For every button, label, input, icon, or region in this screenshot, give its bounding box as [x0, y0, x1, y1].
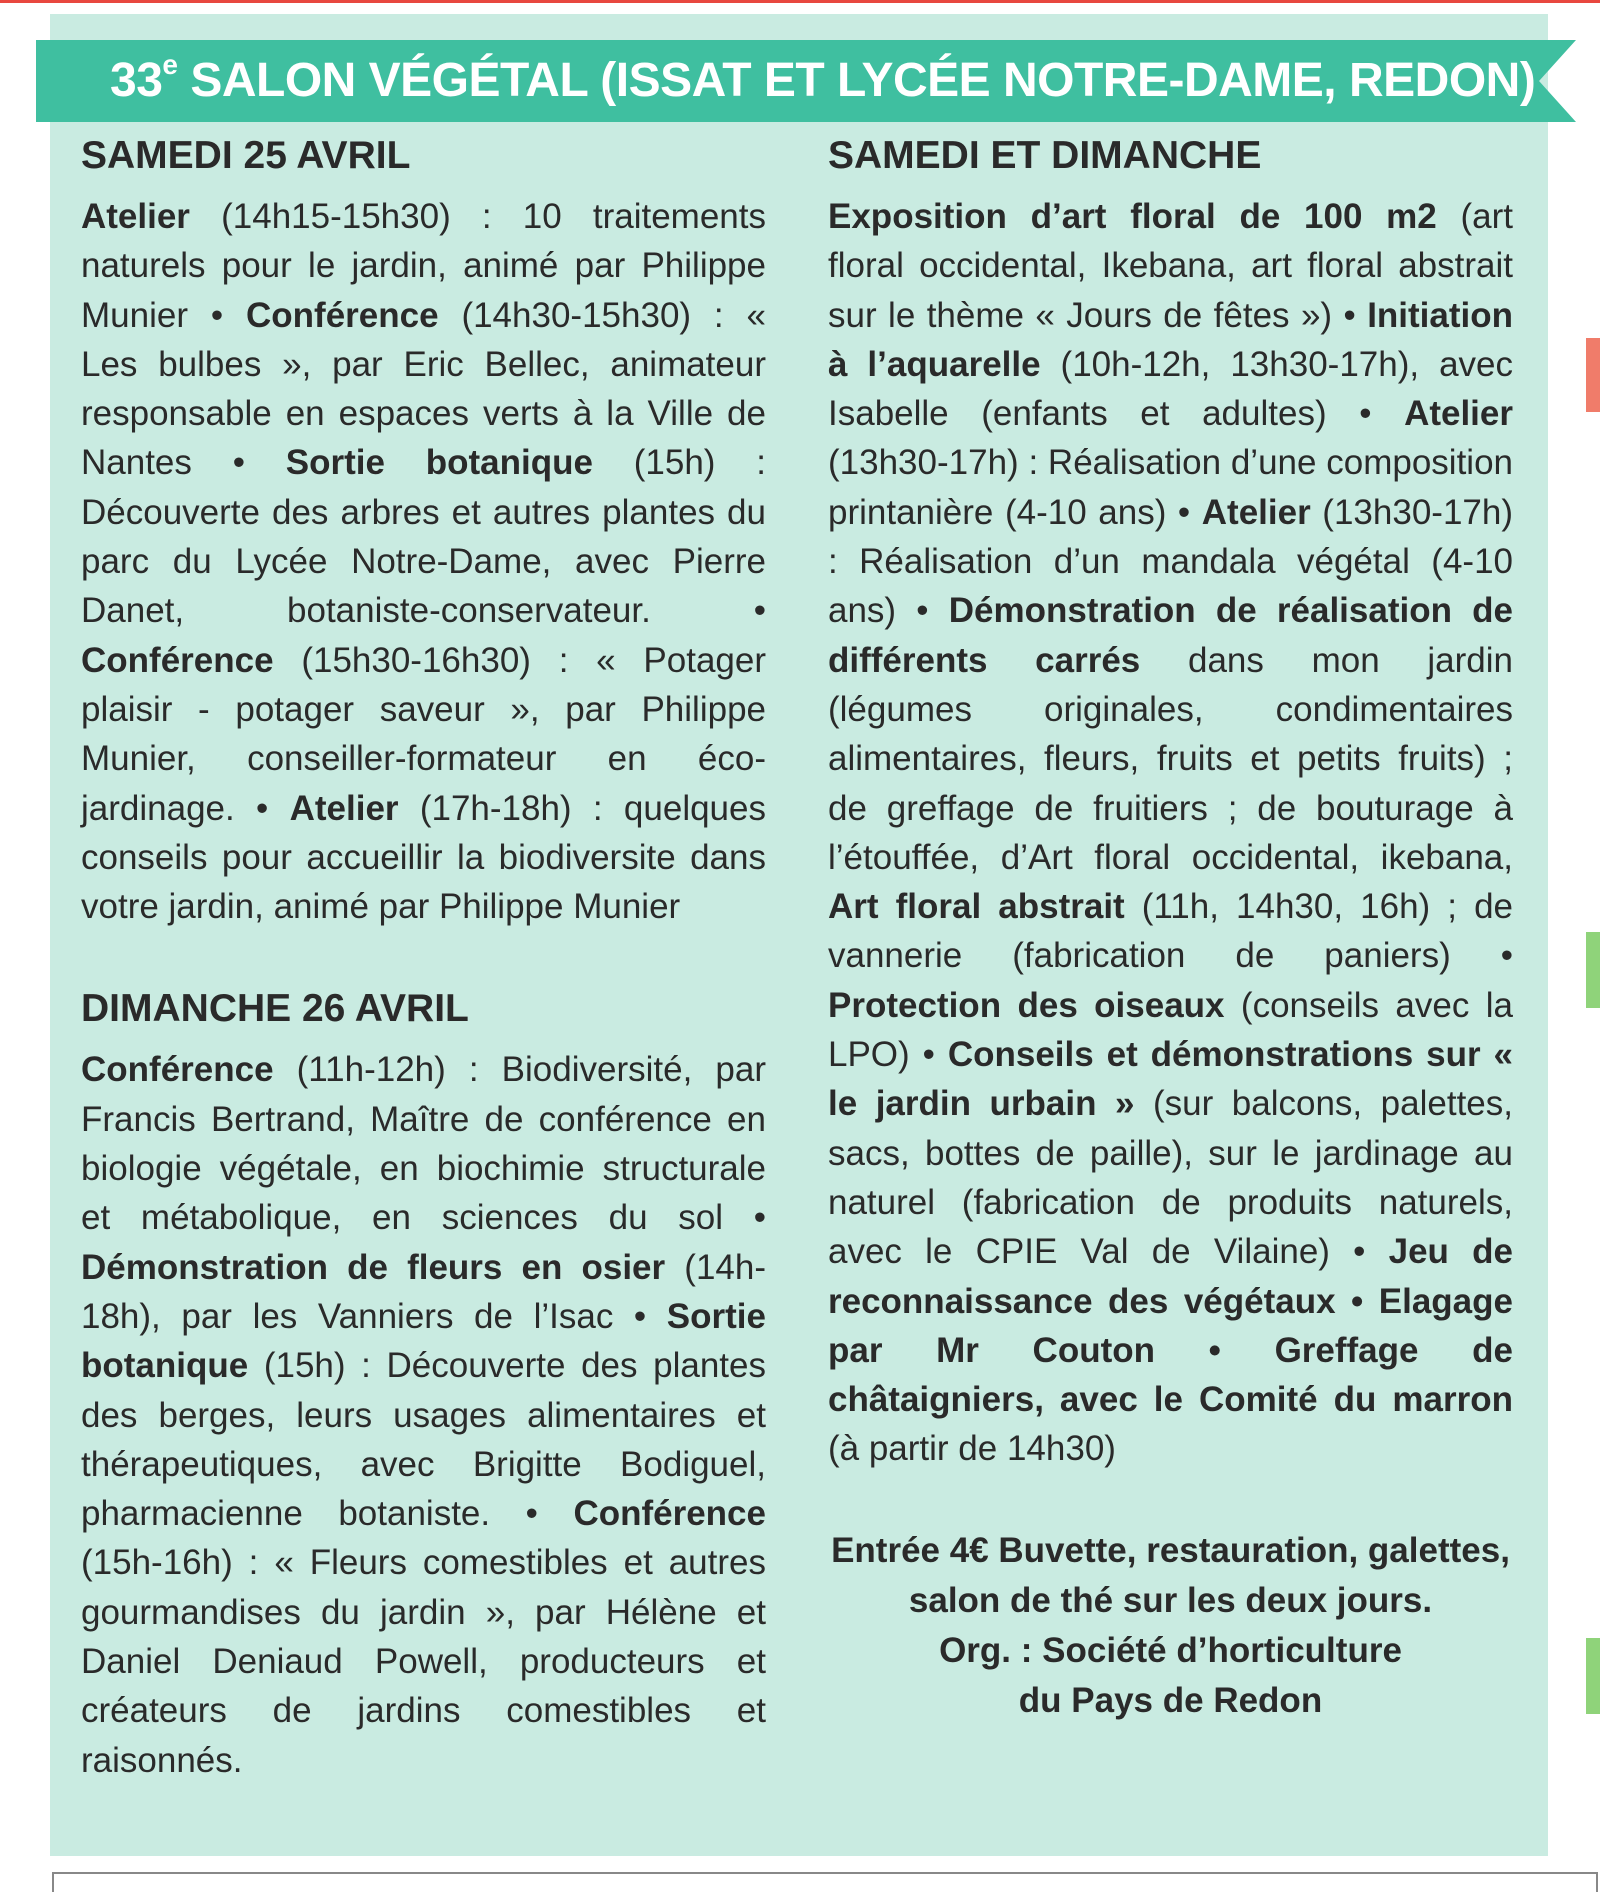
event-label: Sortie botanique: [81, 1296, 766, 1386]
left-column: [81, 128, 766, 1785]
practical-info: [828, 1526, 1513, 1726]
event-label: Art floral abstrait: [828, 887, 1125, 927]
event-details: (15h-16h) : « Fleurs comestibles et autres gourmandises du jardin », par Hélène et Daniel Deniaud Powell, producteurs et créateurs de jardins comestibles et raisonnés.: [81, 1543, 766, 1780]
day2-program: [81, 1045, 766, 1784]
event-label: Initiation à l’aquarelle: [828, 295, 1513, 384]
event-label: Conférence: [573, 1494, 766, 1534]
edge-tab-green: [1586, 932, 1600, 1008]
event-details: (à partir de 14h30): [828, 1429, 1116, 1469]
edition-ordinal: e: [162, 49, 178, 80]
day1-program: [81, 192, 766, 931]
title-text: SALON VÉGÉTAL (ISSAT ET LYCÉE NOTRE-DAME, REDON): [190, 54, 1536, 107]
event-label: Exposition d’art floral de 100 m2: [828, 197, 1437, 236]
event-label: Protection des oiseaux: [828, 985, 1225, 1025]
event-label: Atelier: [81, 197, 190, 236]
event-details: (art floral occidental, Ikebana, art floral abstrait sur le thème « Jours de fêtes ») •: [828, 197, 1513, 335]
event-details: (13h30-17h) : Réalisation d’un mandala végétal (4-10 ans) •: [828, 492, 1513, 631]
edge-tab-red: [1586, 338, 1600, 412]
event-details: (sur balcons, palettes, sacs, bottes de paille), sur le jardinage au naturel (fabrication de produits naturels, avec le CPIE Val de Vilaine) •: [828, 1084, 1513, 1272]
event-label: Démonstration de réalisation de différents carrés: [828, 591, 1513, 680]
event-label: Conférence: [81, 640, 274, 680]
event-details: (11h-12h) : Biodiversité, par Francis Bertrand, Maître de conférence en biologie végétale, en biochimie structurale et métabolique, en sciences du sol •: [81, 1050, 766, 1238]
event-label: Conférence: [246, 295, 439, 335]
event-label: Conférence: [81, 1050, 274, 1090]
event-label: Atelier: [1404, 394, 1513, 434]
event-details: (15h30-16h30) : « Potager plaisir - potager saveur », par Philippe Munier, conseiller-formateur en éco-jardinage. •: [81, 640, 766, 828]
event-details: (10h-12h, 13h30-17h), avec Isabelle (enfants et adultes) •: [828, 344, 1514, 434]
event-label: Conseils et démonstrations sur « le jardin urbain »: [828, 1035, 1513, 1124]
event-details: (conseils avec la LPO) •: [828, 985, 1514, 1075]
event-label: Démonstration de fleurs en osier: [81, 1247, 666, 1287]
edition-number: 33: [110, 54, 163, 107]
event-details: (14h-18h), par les Vanniers de l’Isac •: [81, 1247, 766, 1336]
event-details: (11h, 14h30, 16h) ; de vannerie (fabrication de paniers) •: [828, 887, 1513, 976]
weekend-heading: SAMEDI ET DIMANCHE: [828, 134, 1262, 177]
next-article-frame: [52, 1872, 1598, 1892]
event-label: Jeu de reconnaissance des végétaux • Elagage par Mr Couton • Greffage de châtaigniers, avec le Comité du marron: [828, 1232, 1513, 1420]
event-details: (15h) : Découverte des arbres et autres plantes du parc du Lycée Notre-Dame, avec Pierre Danet, botaniste-conservateur. •: [81, 443, 766, 631]
event-label: Sortie botanique: [285, 443, 593, 483]
event-details: (14h15-15h30) : 10 traitements naturels pour le jardin, animé par Philippe Munier •: [81, 197, 766, 335]
event-details: (13h30-17h) : Réalisation d’une composition printanière (4-10 ans) •: [828, 443, 1513, 532]
top-rule: [0, 0, 1600, 3]
weekend-program: [828, 192, 1513, 1474]
entry-info: Entrée 4€ Buvette, restauration, galettes, salon de thé sur les deux jours.: [831, 1530, 1510, 1620]
page-title: [110, 40, 1535, 122]
event-details: (14h30-15h30) : « Les bulbes », par Eric Bellec, animateur responsable en espaces verts à la Ville de Nantes •: [81, 295, 767, 483]
event-label: Atelier: [289, 788, 399, 828]
event-label: Atelier: [1201, 492, 1311, 532]
organizer-line-2: du Pays de Redon: [1018, 1680, 1323, 1720]
day2-heading: DIMANCHE 26 AVRIL: [81, 987, 469, 1031]
event-details: (15h) : Découverte des plantes des berges, leurs usages alimentaires et thérapeutiques, avec Brigitte Bodiguel, pharmacienne botaniste. •: [81, 1346, 766, 1534]
edge-tab-green: [1586, 1638, 1600, 1714]
day1-heading: SAMEDI 25 AVRIL: [81, 134, 411, 177]
organizer-line: Org. : Société d’horticulture: [939, 1630, 1402, 1670]
right-column: [828, 128, 1513, 1726]
event-details: (17h-18h) : quelques conseils pour accueillir la biodiversite dans votre jardin, animé par Philippe Munier: [81, 788, 766, 927]
event-details: dans mon jardin (légumes originales, condimentaires alimentaires, fleurs, fruits et petits fruits) ; de greffage de fruitiers ; de bouturage à l’étouffée, d’Art floral occidental, ikebana,: [828, 640, 1513, 877]
